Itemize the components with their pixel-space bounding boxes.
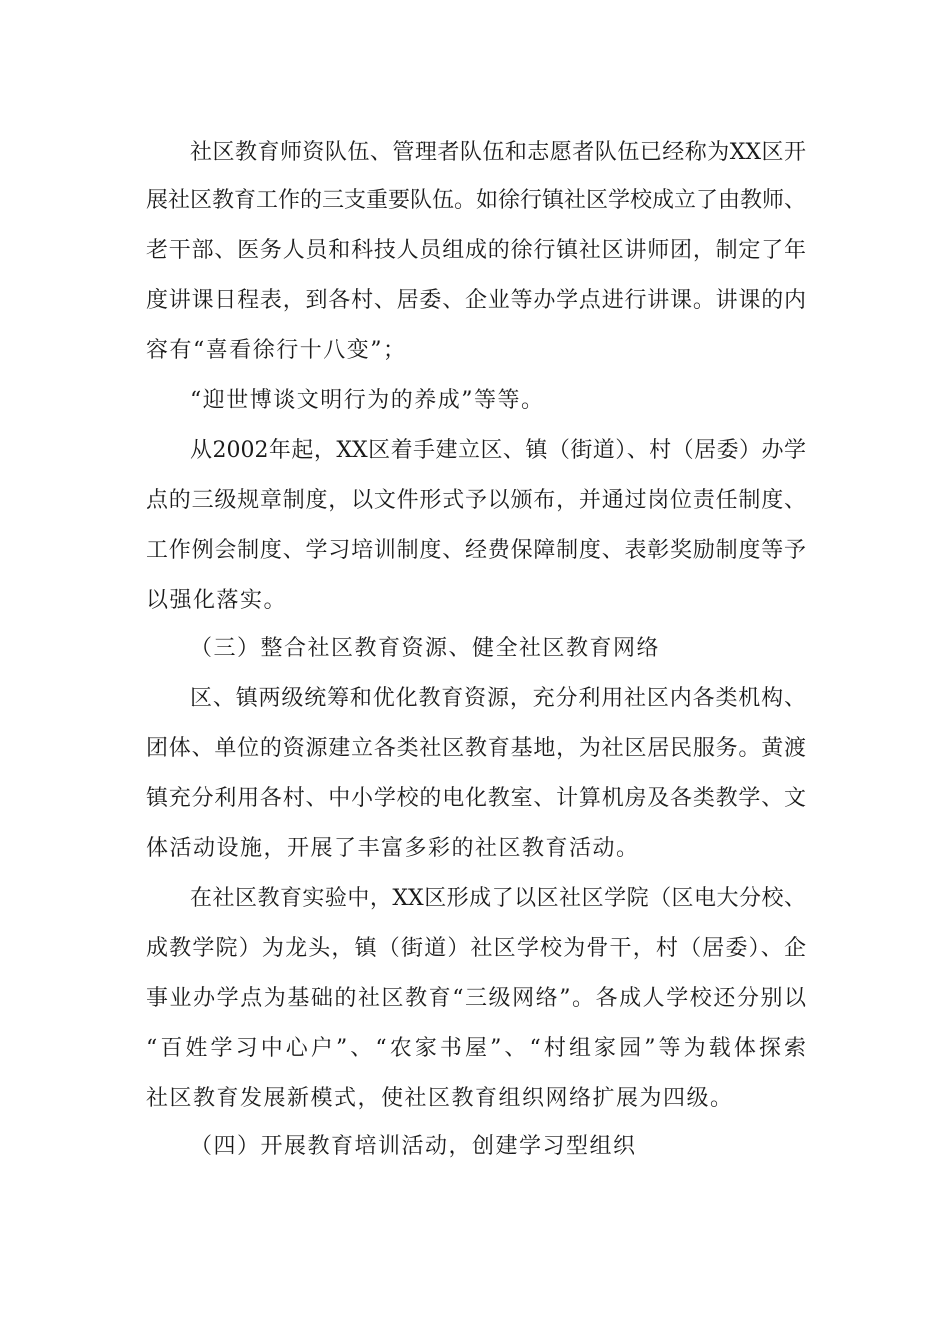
text-line: 团体、单位的资源建立各类社区教育基地，为社区居民服务。黄渡: [146, 736, 806, 761]
text-line: 点的三级规章制度，以文件形式予以颁布，并通过岗位责任制度、: [146, 488, 806, 513]
text-line: 展社区教育工作的三支重要队伍。如徐行镇社区学校成立了由教师、: [146, 188, 807, 213]
text-line: 成教学院）为龙头，镇（街道）社区学校为骨干，村（居委）、企: [146, 936, 806, 961]
text-line: 老干部、医务人员和科技人员组成的徐行镇社区讲师团，制定了年: [146, 238, 806, 263]
text-line: “百姓学习中心户”、“农家书屋”、“村组家园”等为载体探索: [146, 1036, 806, 1061]
text-line: “迎世博谈文明行为的养成”等等。: [190, 388, 545, 413]
text-line: 社区教育发展新模式，使社区教育组织网络扩展为四级。: [146, 1086, 734, 1111]
section-heading: （三）整合社区教育资源、健全社区教育网络: [190, 636, 661, 661]
text-line: 社区教育师资队伍、管理者队伍和志愿者队伍已经称为XX区开: [190, 140, 806, 165]
text-line: 度讲课日程表，到各村、居委、企业等办学点进行讲课。讲课的内: [146, 288, 806, 313]
text-line: 事业办学点为基础的社区教育“三级网络”。各成人学校还分别以: [146, 986, 806, 1011]
text-line: 工作例会制度、学习培训制度、经费保障制度、表彰奖励制度等予: [146, 538, 806, 563]
text-line: 区、镇两级统筹和优化教育资源，充分利用社区内各类机构、: [190, 686, 806, 711]
text-line: 从2002年起，XX区着手建立区、镇（街道）、村（居委）办学: [190, 438, 806, 463]
text-line: 镇充分利用各村、中小学校的电化教室、计算机房及各类教学、文: [146, 786, 806, 811]
text-line: 以强化落实。: [146, 588, 288, 613]
text-line: 在社区教育实验中，XX区形成了以区社区学院（区电大分校、: [190, 886, 806, 911]
text-line: 容有“喜看徐行十八变”；: [146, 338, 407, 363]
section-heading: （四）开展教育培训活动，创建学习型组织: [190, 1134, 637, 1159]
text-line: 体活动设施，开展了丰富多彩的社区教育活动。: [146, 836, 640, 861]
